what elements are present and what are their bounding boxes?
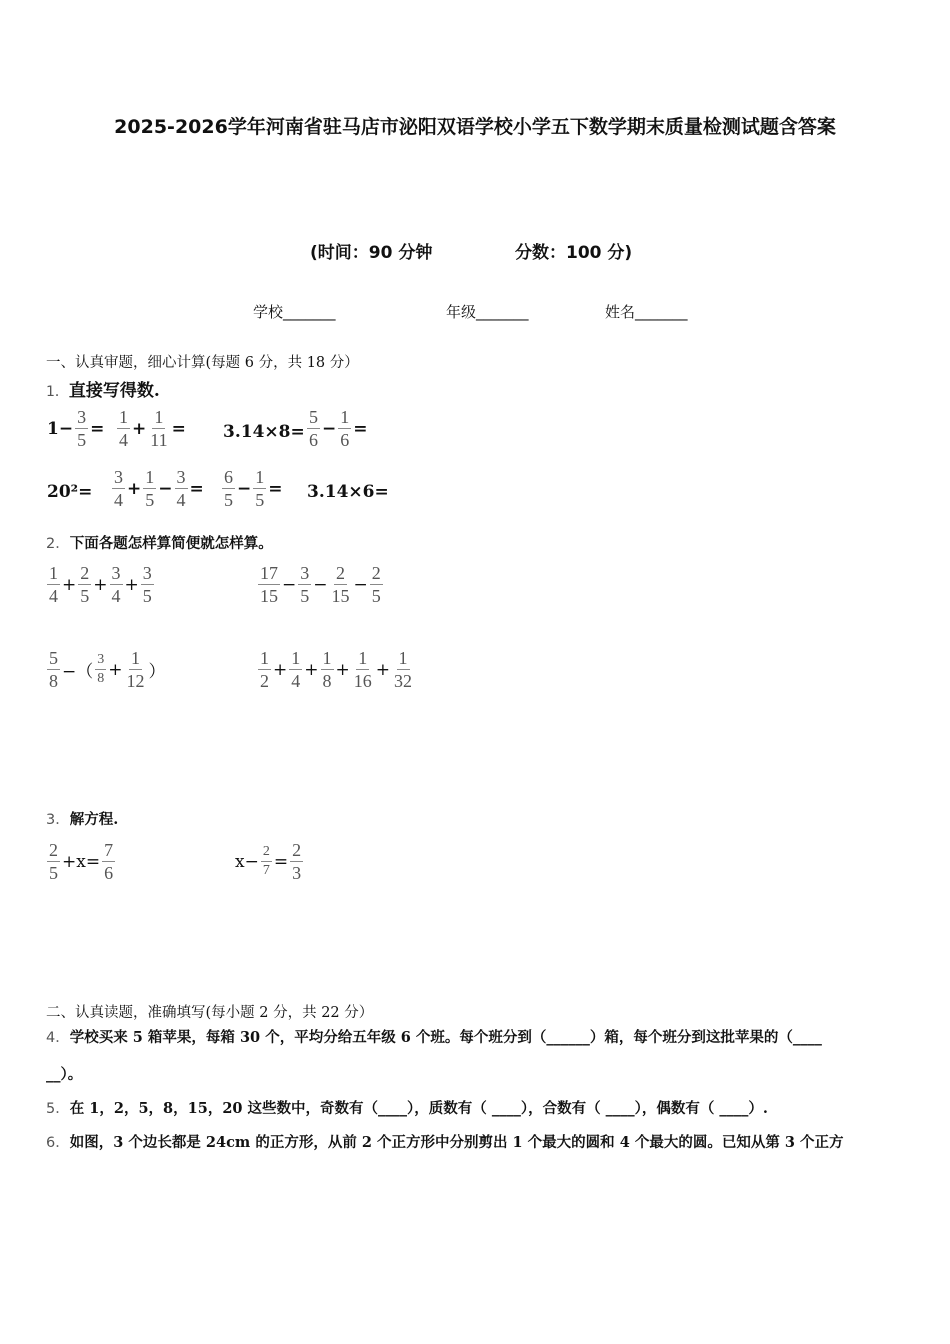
expression-text: x− [235, 851, 259, 872]
denominator: 5 [142, 586, 152, 606]
question-text: 在 1，2，5，8，15，20 这些数中，奇数有（____），质数有（ ____），合数有（ ____），偶数有（ ____）. [69, 1100, 768, 1117]
question-text: 解方程. [69, 811, 119, 828]
equation [234, 841, 304, 882]
document-title: 2025-2026学年河南省驻马店市泌阳双语学校小学五下数学期末质量检测试题含答案 [114, 116, 836, 138]
numerator: 2 [261, 845, 272, 862]
question-number: 5． [46, 1101, 70, 1117]
expression-text: = [273, 851, 289, 872]
fraction [258, 649, 271, 690]
numerator: 5 [309, 407, 318, 427]
denominator: 5 [145, 490, 155, 510]
expression-text: = [171, 418, 186, 439]
numerator: 3 [95, 653, 106, 670]
numerator: 1 [145, 467, 155, 487]
expression-text: − [313, 574, 328, 595]
denominator: 8 [97, 671, 105, 686]
expression-text: = [353, 418, 368, 439]
expression-text: = [189, 478, 204, 499]
fraction [112, 468, 125, 509]
denominator: 8 [322, 671, 332, 691]
expression-text: = [268, 478, 283, 499]
expression-text: − [158, 478, 173, 499]
numerator: 3 [142, 563, 152, 583]
fraction [78, 564, 91, 605]
denominator: 12 [126, 671, 145, 691]
denominator: 2 [260, 671, 269, 691]
section-2-heading: 二、认真读题，准确填写(每小题 2 分，共 22 分） [46, 1005, 374, 1021]
fraction [110, 564, 123, 605]
numerator: 1 [131, 648, 140, 668]
numerator: 3 [176, 467, 186, 487]
expression-text: + [335, 659, 350, 680]
fraction [95, 653, 106, 686]
denominator: 6 [309, 430, 318, 450]
denominator: 6 [104, 863, 114, 883]
fraction [222, 468, 235, 509]
numerator: 7 [104, 840, 114, 860]
denominator: 4 [119, 430, 128, 450]
numerator: 2 [371, 563, 381, 583]
denominator: 5 [300, 586, 310, 606]
denominator: 15 [260, 586, 278, 606]
expression [116, 408, 187, 449]
section-1-heading: 一、认真审题，细心计算(每题 6 分，共 18 分） [46, 355, 359, 371]
equation [46, 841, 116, 882]
denominator: 6 [340, 430, 350, 450]
fraction [298, 564, 311, 605]
denominator: 11 [150, 430, 168, 450]
expression-text: + [108, 659, 123, 680]
expression [46, 564, 155, 605]
expression-text: − [322, 418, 337, 439]
question-4-continued: __）。 [46, 1066, 83, 1083]
expression [306, 408, 369, 449]
question-text: 下面各题怎样算简便就怎样算。 [69, 535, 273, 552]
numerator: 1 [119, 407, 128, 427]
fraction [352, 649, 374, 690]
question-number: 1． [46, 384, 69, 400]
fraction [290, 841, 303, 882]
question-text: 学校买来 5 箱苹果，每箱 30 个，平均分给五年级 6 个班。每个班分到（______）箱，每个班分到这批苹果的（____ [69, 1029, 822, 1046]
numerator: 2 [49, 840, 58, 860]
question-2 [46, 532, 273, 553]
exam-score: 分数：100 分) [515, 243, 633, 263]
denominator: 4 [291, 671, 301, 691]
fraction [141, 564, 154, 605]
denominator: 3 [292, 863, 302, 883]
numerator: 1 [154, 407, 164, 427]
fraction [102, 841, 115, 882]
fraction [125, 649, 147, 690]
expression-text: + [375, 659, 390, 680]
fraction [47, 841, 60, 882]
fraction [330, 564, 352, 605]
expression [111, 468, 205, 509]
grade-field: 年级_______ [446, 303, 529, 321]
expression-text: + [132, 418, 147, 439]
question-4 [46, 1026, 822, 1047]
expression-text: + [93, 574, 108, 595]
expression-text: ） [148, 662, 166, 682]
denominator: 5 [80, 586, 90, 606]
numerator: 1 [340, 407, 350, 427]
fraction [321, 649, 334, 690]
numerator: 1 [260, 648, 269, 668]
fraction [392, 649, 414, 690]
numerator: 1 [49, 563, 58, 583]
question-text: 直接写得数. [68, 381, 160, 401]
expression [46, 408, 105, 449]
fraction [47, 649, 60, 690]
fraction [289, 649, 302, 690]
school-field: 学校_______ [253, 303, 336, 321]
expression [257, 649, 415, 690]
expression-text: 3.14×6= [307, 482, 389, 502]
numerator: 2 [292, 840, 302, 860]
numerator: 2 [336, 563, 345, 583]
fraction [143, 468, 156, 509]
expression-text: +x= [62, 851, 101, 872]
denominator: 32 [394, 671, 412, 691]
expression [306, 482, 390, 502]
denominator: 15 [331, 586, 350, 606]
question-number: 3． [46, 812, 70, 828]
question-number: 6． [46, 1135, 70, 1151]
question-number: 2． [46, 536, 70, 552]
fraction [307, 408, 320, 449]
denominator: 4 [176, 490, 186, 510]
expression-text: − [237, 478, 252, 499]
numerator: 6 [224, 467, 233, 487]
expression [257, 564, 384, 605]
numerator: 1 [291, 648, 301, 668]
numerator: 1 [255, 467, 265, 487]
denominator: 4 [111, 586, 121, 606]
name-field: 姓名_______ [605, 303, 688, 321]
numerator: 1 [398, 648, 408, 668]
expression-text: 3.14×8= [223, 422, 305, 442]
denominator: 16 [353, 671, 372, 691]
question-number: 4． [46, 1030, 70, 1046]
numerator: 1 [322, 648, 332, 668]
expression-text: −（ [62, 662, 94, 682]
denominator: 5 [224, 490, 233, 510]
expression-text: + [273, 659, 288, 680]
denominator: 8 [49, 671, 58, 691]
numerator: 3 [114, 467, 123, 487]
question-5 [46, 1097, 768, 1118]
fraction [175, 468, 188, 509]
expression-text: − [282, 574, 297, 595]
fraction [117, 408, 130, 449]
exam-time: (时间：90 分钟 [310, 243, 433, 263]
fraction [47, 564, 60, 605]
fraction [148, 408, 169, 449]
expression [46, 482, 93, 502]
expression [46, 649, 167, 690]
numerator: 3 [111, 563, 121, 583]
fraction [370, 564, 383, 605]
numerator: 3 [300, 563, 310, 583]
numerator: 3 [77, 407, 87, 427]
expression-text: + [124, 574, 139, 595]
numerator: 1 [358, 648, 368, 668]
question-text: 如图，3 个边长都是 24cm 的正方形，从前 2 个正方形中分别剪出 1 个最大的圆和 4 个最大的圆。已知从第 3 个正方 [69, 1134, 844, 1151]
denominator: 5 [77, 430, 87, 450]
numerator: 2 [80, 563, 90, 583]
fraction [338, 408, 351, 449]
expression-text: + [62, 574, 77, 595]
expression [221, 468, 284, 509]
expression-text: 1− [47, 418, 74, 439]
question-1 [46, 376, 160, 401]
denominator: 4 [49, 586, 58, 606]
expression-text: 20²= [47, 482, 93, 502]
fraction [75, 408, 88, 449]
denominator: 5 [255, 490, 265, 510]
question-6 [46, 1131, 844, 1152]
denominator: 4 [114, 490, 123, 510]
expression-text: − [353, 574, 368, 595]
expression-text: + [127, 478, 142, 499]
question-3 [46, 808, 118, 829]
expression [222, 422, 306, 442]
fraction [261, 845, 272, 878]
expression-text: + [304, 659, 319, 680]
denominator: 7 [262, 863, 270, 878]
numerator: 17 [260, 563, 278, 583]
denominator: 5 [371, 586, 381, 606]
fraction [253, 468, 266, 509]
numerator: 5 [49, 648, 58, 668]
denominator: 5 [49, 863, 58, 883]
fraction [258, 564, 280, 605]
expression-text: = [90, 418, 105, 439]
